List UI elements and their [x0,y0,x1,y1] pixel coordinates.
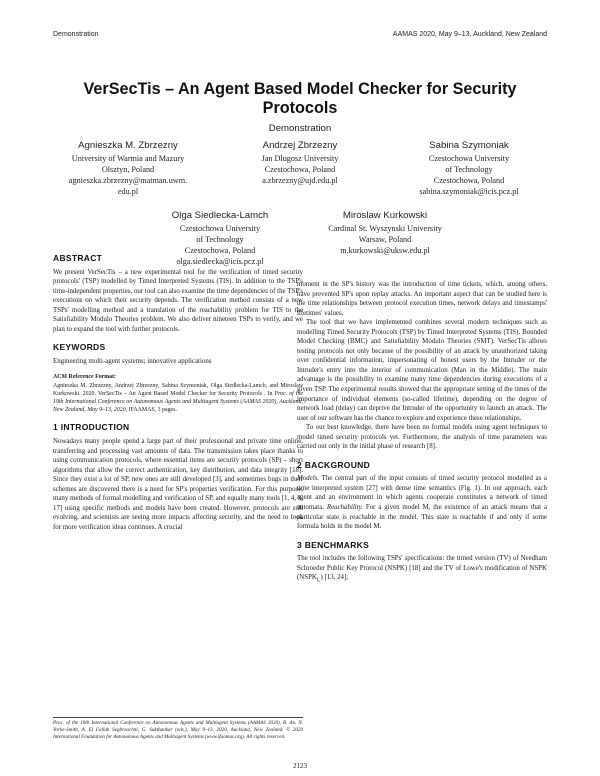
models-text: The central part of the input consists of timed security protocol modelled as a time interpreted system [27] with dense time semantics (Fig. 1). In our approach, each agent and an environment in which agents cooperate constitutes a network of timed automata. [297,475,547,512]
introduction-heading: 1 INTRODUCTION [53,422,130,433]
acm-heading: ACM Reference Format: [53,374,117,381]
author-email: sabina.szymoniak@icis.pcz.pl [419,187,519,197]
keywords-text: Engineering multi-agent systems; innovative applications [53,357,212,365]
benchmarks-text [297,554,547,586]
running-header-left: Demonstration [53,31,99,38]
author-location: Warsaw, Poland [358,234,412,244]
author-block [305,210,465,256]
models-label: Models. [297,475,320,483]
author-affiliation: Cardinal St. Wyszynski University [328,223,442,233]
benchmarks-body: The tool includes the following TSPs' specifications: the timed version (TV) of Needham Schroeder Public Key Protocol (NSPK) [18] and the TV of Lowe's modification of NSPK (NSPK [297,555,547,582]
subscript: L [316,577,321,584]
author-block [225,140,375,186]
acm-authors: Agnieszka M. Zbrzezny, Andrzej Zbrzezny, Sabina Szymoniak, Olga Siedlecka-Lamch, and Miroslaw Kurkowski. 2020. VerSecTis – An Agent Based Model Checker for Security Protocols . In [53,382,303,397]
author-name: Agnieszka M. Zbrzezny [78,140,178,151]
abstract-text: We present VerSecTis – a new experimental tool for the verification of timed security protocols' (TSP) modelled by Timed Interpreted Systems (TIS). In addition to the TSP's time-independent properties, our tool can also examine the time dependencies of the TSP's executions on which their security depends. The verification method consists of a new TSPs' modelling method and a translation of the reachability problem for TIS to the Satisfiability Modulo Theories problem. We also deliver nineteen TSPs to verify, and we plan to expand the tool with further protocols. [53,268,303,333]
abstract-heading: ABSTRACT [53,253,103,263]
author-affiliation: Jan Dlugosz University [261,153,339,163]
author-email: a.zbrzezny@ujd.edu.pl [262,175,338,185]
author-email: edu.pl [117,187,139,197]
running-header-right: AAMAS 2020, May 9–13, Auckland, New Zealand [392,31,547,38]
author-location: Czestochowa, Poland [264,164,336,174]
author-name: Sabina Szymoniak [429,140,509,151]
author-name: Andrzej Zbrzezny [262,140,338,151]
author-name: Miroslaw Kurkowski [342,210,428,221]
background-text [297,474,547,531]
paragraph: The tool that we have implemented combines several modern techniques such as modelling Timed Security Protocols (TSP) by Timed Interpreted Systems (TIS), Bounded Model Checking (BMC) and Satisfiability Modulo Theories (SMT). VerSecTis allows testing protocols not only because of the possibility of an attack by unauthorized taking over confidential information, impersonating of honest users by the Intruder or the Intruder's entry into the interior of communication (Man in the Middle). The main advantage is the possibility to examine many time dependencies during executions of a given TSP. The experimental results showed that the appropriate setting of the times of the importance of individual elements (so-called lifetime), depending on the degree of network load (delay) can deprive the Intruder of the opportunity to launch an attack. The user of our software has the chance to explore and experience these relationships. [297,319,547,422]
background-heading: 2 BACKGROUND [297,459,371,470]
author-location: Olsztyn, Poland [101,164,155,174]
author-location: Czestochowa, Poland [433,175,505,185]
acm-venue: Proc. of the 19th International Conference on Autonomous Agents and Multiagent Systems (AAMAS 2020), Auckland, New Zealand, May 9–13, 2020, [53,390,304,414]
author-affiliation: of Technology [445,164,493,174]
copyright-footnote: Proc. of the 19th International Conference on Autonomous Agents and Multiagent Systems (AAMAS 2020), B. An, N. Yorke-Smith, A. El Fallah Seghrouchni, G. Sukthankar (eds.), May 9–13, 2020, Auckland, New Zealand. © 2020 International Foundation for Autonomous Agents and Multiagent Systems (www.ifaamas.org). All rights reserved. [53,717,303,741]
paragraph: To our best knowledge, there have been no formal models using agent techniques to model timed security protocols yet. Furthermore, the analysis of time parameters was carried out only in the initial phase of research [8]. [297,424,547,451]
acm-tail: IFAAMAS, 3 pages. [128,407,177,414]
author-block [53,140,203,197]
paragraph: moment in the SP's history was the introduction of time tickets, which, among others, have prevented SP's upon replay attacks. An important aspect that can be studied here is the time relationships between protocol execution times, network delays and timestamps' lifetimes' values. [297,281,547,317]
author-affiliation: Czestochowa University [428,153,510,163]
author-name: Olga Siedlecka-Lamch [171,210,269,221]
author-affiliation: Czestochowa University [179,223,261,233]
paper-subtitle: Demonstration [268,123,332,134]
author-email: m.kurkowski@uksw.edu.pl [340,245,430,255]
reachability-text: For a given model M, the existence of an attack means that a particular state is reachable in the model. This state is reachable if and only if some formula holds in the model M. [297,504,547,531]
author-email: olga.siedlecka@icis.pcz.pl [176,257,264,267]
author-block [389,140,549,197]
paper-title: VerSecTis – An Agent Based Model Checker for Security Protocols [83,80,517,117]
author-affiliation: University of Warmia and Mazury [71,153,185,163]
author-email: agnieszka.zbrzezny@matman.uwm. [68,175,188,185]
introduction-text: Nowadays many people spend a large part of their professional and private time online, transferring and processing vast amounts of data. The transmission takes place thanks to using communication protocols, where essential items are security protocols (SP) – short algorithms that allow the correct authentication, key distribution, and data integrity [18]. Since they exist a lot of SP, new ones are still developed [3], and sometimes bugs in their schemes are discovered there is a need for SP's properties verification. For this purpose, many methods of formal modelling and verification of SP, and equally many tools [1, 4, 9, 17] using specific methods and models have been created. However, protocols are still evolving, and scientists are seeing more impacts affecting security, and the need to look for more verification ideas continues. A crucial [53,438,303,531]
benchmarks-heading: 3 BENCHMARKS [297,539,370,550]
benchmarks-tail: ) [13, 24]; [320,574,349,582]
reachability-label: Reachability. [326,504,364,512]
keywords-heading: KEYWORDS [53,342,106,353]
right-column [297,280,547,586]
acm-reference [53,373,303,414]
author-affiliation: of Technology [196,234,244,244]
left-column [53,254,303,533]
author-location: Czestochowa, Poland [184,245,256,255]
page-number: 2123 [293,762,307,770]
